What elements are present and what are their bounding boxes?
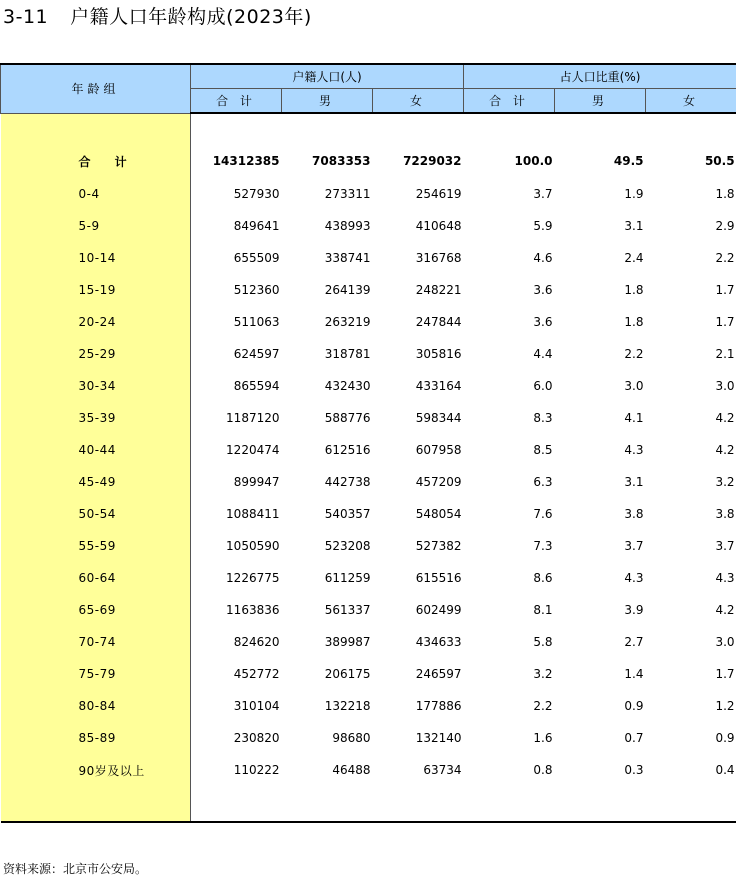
cell-pop-total: 824620 <box>233 635 280 649</box>
age-group-cell: 20-24 <box>1 306 191 338</box>
cell-pct-male: 2.2 <box>624 347 644 361</box>
cell-pop-total: 1050590 <box>226 539 280 553</box>
cell-pct-total: 3.2 <box>533 667 553 681</box>
table-row <box>1 594 736 626</box>
sub-header-pct-total: 合 计 <box>464 89 555 114</box>
table-number: 3-11 <box>3 6 49 28</box>
cell-pct-female: 1.7 <box>715 283 735 297</box>
spacer-row <box>1 786 736 822</box>
table-title: 户籍人口年龄构成(2023年) <box>70 6 312 28</box>
cell-pop-male: 7083353 <box>312 154 371 168</box>
sub-header-pct-female: 女 <box>646 89 736 114</box>
cell-pct-female: 3.7 <box>715 539 735 553</box>
cell-pct-male: 49.5 <box>613 154 644 168</box>
cell-pop-total: 527930 <box>233 187 280 201</box>
total-row <box>1 144 736 178</box>
table-body <box>1 113 736 822</box>
table-row <box>1 338 736 370</box>
cell-pop-total: 624597 <box>233 347 280 361</box>
age-group-cell: 65-69 <box>1 594 191 626</box>
age-group-cell: 60-64 <box>1 562 191 594</box>
age-group-cell: 45-49 <box>1 466 191 498</box>
table-row <box>1 178 736 210</box>
cell-pct-total: 7.3 <box>533 539 553 553</box>
cell-pop-female: 305816 <box>415 347 462 361</box>
cell-pop-total: 14312385 <box>212 154 280 168</box>
cell-pct-male: 0.3 <box>624 763 644 777</box>
cell-pop-female: 132140 <box>415 731 462 745</box>
cell-pop-male: 540357 <box>324 507 371 521</box>
table-row <box>1 466 736 498</box>
table-row <box>1 754 736 786</box>
cell-pct-female: 1.7 <box>715 667 735 681</box>
cell-pop-male: 389987 <box>324 635 371 649</box>
sub-header-pop-total: 合 计 <box>191 89 282 114</box>
cell-pop-total: 1226775 <box>226 571 280 585</box>
cell-pop-total: 1163836 <box>226 603 280 617</box>
cell-pop-total: 511063 <box>233 315 280 329</box>
cell-pop-male: 432430 <box>324 379 371 393</box>
cell-pop-male: 561337 <box>324 603 371 617</box>
cell-pct-total: 6.3 <box>533 475 553 489</box>
cell-pop-male: 338741 <box>324 251 371 265</box>
cell-pct-male: 3.7 <box>624 539 644 553</box>
cell-pop-female: 602499 <box>415 603 462 617</box>
cell-pop-total: 1187120 <box>226 411 280 425</box>
cell-pct-total: 8.3 <box>533 411 553 425</box>
cell-pop-female: 63734 <box>423 763 462 777</box>
cell-pop-total: 452772 <box>233 667 280 681</box>
cell-pct-female: 2.2 <box>715 251 735 265</box>
table-row <box>1 434 736 466</box>
population-age-table <box>0 63 736 823</box>
cell-pop-female: 177886 <box>415 699 462 713</box>
table-row <box>1 498 736 530</box>
cell-pop-female: 248221 <box>415 283 462 297</box>
sub-header-pop-male: 男 <box>282 89 373 114</box>
table-row <box>1 274 736 306</box>
cell-pop-female: 607958 <box>415 443 462 457</box>
cell-pop-female: 457209 <box>415 475 462 489</box>
cell-pop-male: 612516 <box>324 443 371 457</box>
cell-pop-total: 849641 <box>233 219 280 233</box>
cell-pop-male: 263219 <box>324 315 371 329</box>
age-group-cell: 35-39 <box>1 402 191 434</box>
table-header <box>1 64 736 113</box>
cell-pct-total: 4.4 <box>533 347 553 361</box>
cell-pct-total: 0.8 <box>533 763 553 777</box>
cell-pct-total: 3.7 <box>533 187 553 201</box>
sub-header-pct-male: 男 <box>555 89 646 114</box>
cell-pct-total: 5.8 <box>533 635 553 649</box>
cell-pct-male: 2.4 <box>624 251 644 265</box>
cell-pop-male: 523208 <box>324 539 371 553</box>
cell-pop-female: 410648 <box>415 219 462 233</box>
cell-pct-female: 2.9 <box>715 219 735 233</box>
age-group-cell: 85-89 <box>1 722 191 754</box>
table-row <box>1 242 736 274</box>
cell-pop-male: 98680 <box>332 731 371 745</box>
sub-header-pop-female: 女 <box>373 89 464 114</box>
age-group-cell: 5-9 <box>1 210 191 242</box>
page-title <box>3 4 312 30</box>
cell-pop-total: 1088411 <box>226 507 280 521</box>
cell-pop-total: 512360 <box>233 283 280 297</box>
age-group-cell: 合 计 <box>1 144 191 178</box>
cell-pct-total: 8.5 <box>533 443 553 457</box>
cell-pct-male: 0.7 <box>624 731 644 745</box>
cell-pct-male: 3.8 <box>624 507 644 521</box>
cell-pct-total: 8.6 <box>533 571 553 585</box>
cell-pct-male: 3.9 <box>624 603 644 617</box>
cell-pop-total: 865594 <box>233 379 280 393</box>
cell-pct-male: 1.8 <box>624 315 644 329</box>
cell-pct-male: 3.0 <box>624 379 644 393</box>
cell-pct-total: 2.2 <box>533 699 553 713</box>
cell-pct-total: 3.6 <box>533 315 553 329</box>
cell-pop-female: 254619 <box>415 187 462 201</box>
cell-pct-total: 5.9 <box>533 219 553 233</box>
cell-pct-male: 4.1 <box>624 411 644 425</box>
cell-pop-female: 433164 <box>415 379 462 393</box>
age-group-cell: 75-79 <box>1 658 191 690</box>
cell-pct-male: 3.1 <box>624 475 644 489</box>
cell-pop-total: 899947 <box>233 475 280 489</box>
cell-pct-female: 1.2 <box>715 699 735 713</box>
table-row <box>1 370 736 402</box>
cell-pct-female: 2.1 <box>715 347 735 361</box>
cell-pop-total: 1220474 <box>226 443 280 457</box>
cell-pct-female: 4.2 <box>715 603 735 617</box>
table-row <box>1 658 736 690</box>
table-row <box>1 722 736 754</box>
table-row <box>1 690 736 722</box>
cell-pop-total: 655509 <box>233 251 280 265</box>
table-row <box>1 402 736 434</box>
cell-pct-female: 1.7 <box>715 315 735 329</box>
cell-pop-male: 611259 <box>324 571 371 585</box>
table-row <box>1 530 736 562</box>
table-row <box>1 626 736 658</box>
age-group-cell: 40-44 <box>1 434 191 466</box>
table-row <box>1 210 736 242</box>
age-group-cell: 50-54 <box>1 498 191 530</box>
table-row <box>1 306 736 338</box>
cell-pct-male: 0.9 <box>624 699 644 713</box>
cell-pop-male: 206175 <box>324 667 371 681</box>
cell-pop-male: 588776 <box>324 411 371 425</box>
cell-pct-total: 6.0 <box>533 379 553 393</box>
cell-pop-female: 434633 <box>415 635 462 649</box>
cell-pct-total: 8.1 <box>533 603 553 617</box>
cell-pct-male: 1.4 <box>624 667 644 681</box>
cell-pct-total: 3.6 <box>533 283 553 297</box>
cell-pop-total: 110222 <box>233 763 280 777</box>
cell-pct-female: 3.0 <box>715 635 735 649</box>
population-table-container <box>0 63 736 823</box>
cell-pct-male: 2.7 <box>624 635 644 649</box>
cell-pct-male: 4.3 <box>624 443 644 457</box>
cell-pct-total: 1.6 <box>533 731 553 745</box>
age-group-cell: 10-14 <box>1 242 191 274</box>
cell-pop-female: 247844 <box>415 315 462 329</box>
cell-pct-female: 50.5 <box>704 154 735 168</box>
source-note: 资料来源：北京市公安局。 <box>3 862 148 876</box>
age-group-cell: 30-34 <box>1 370 191 402</box>
cell-pct-female: 4.2 <box>715 411 735 425</box>
cell-pop-male: 46488 <box>332 763 371 777</box>
cell-pct-female: 0.9 <box>715 731 735 745</box>
cell-pop-male: 273311 <box>324 187 371 201</box>
cell-pct-female: 3.2 <box>715 475 735 489</box>
age-group-cell: 55-59 <box>1 530 191 562</box>
cell-pct-female: 1.8 <box>715 187 735 201</box>
cell-pop-female: 246597 <box>415 667 462 681</box>
cell-pop-female: 598344 <box>415 411 462 425</box>
cell-pop-male: 442738 <box>324 475 371 489</box>
cell-pop-total: 310104 <box>233 699 280 713</box>
cell-pct-male: 1.8 <box>624 283 644 297</box>
age-group-cell: 15-19 <box>1 274 191 306</box>
age-group-cell: 0-4 <box>1 178 191 210</box>
cell-pop-male: 438993 <box>324 219 371 233</box>
table-row <box>1 562 736 594</box>
cell-pct-male: 1.9 <box>624 187 644 201</box>
cell-pct-male: 3.1 <box>624 219 644 233</box>
cell-pct-total: 100.0 <box>514 154 553 168</box>
age-group-cell: 80-84 <box>1 690 191 722</box>
cell-pct-female: 4.2 <box>715 443 735 457</box>
age-group-cell: 90岁及以上 <box>1 754 191 786</box>
cell-pop-female: 7229032 <box>403 154 462 168</box>
age-group-cell: 25-29 <box>1 338 191 370</box>
cell-pct-total: 4.6 <box>533 251 553 265</box>
cell-pct-female: 0.4 <box>715 763 735 777</box>
cell-pop-male: 264139 <box>324 283 371 297</box>
population-group-header: 户籍人口(人) <box>191 64 464 89</box>
cell-pct-total: 7.6 <box>533 507 553 521</box>
cell-pct-female: 3.8 <box>715 507 735 521</box>
cell-pct-female: 4.3 <box>715 571 735 585</box>
cell-pct-male: 4.3 <box>624 571 644 585</box>
cell-pop-female: 527382 <box>415 539 462 553</box>
spacer-row <box>1 113 736 144</box>
share-group-header: 占人口比重(%) <box>464 64 736 89</box>
cell-pop-male: 318781 <box>324 347 371 361</box>
cell-pop-female: 548054 <box>415 507 462 521</box>
cell-pop-total: 230820 <box>233 731 280 745</box>
cell-pop-female: 615516 <box>415 571 462 585</box>
cell-pop-female: 316768 <box>415 251 462 265</box>
age-group-cell: 70-74 <box>1 626 191 658</box>
cell-pct-female: 3.0 <box>715 379 735 393</box>
age-group-header: 年龄组 <box>1 64 191 113</box>
cell-pop-male: 132218 <box>324 699 371 713</box>
